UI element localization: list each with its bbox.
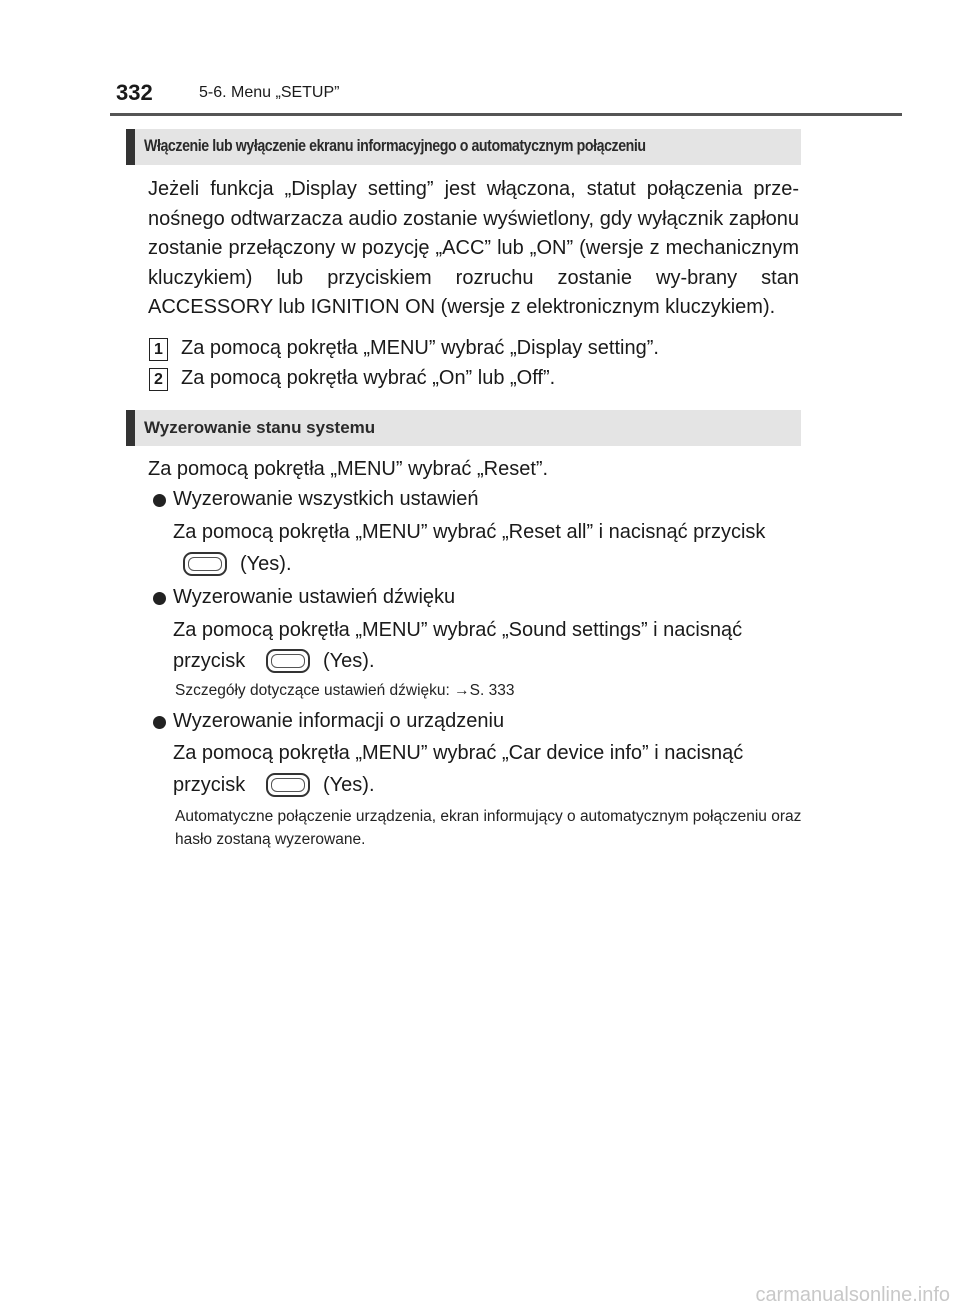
step-1-text: Za pomocą pokrętła „MENU” wybrać „Display setting”. xyxy=(181,337,659,359)
yes-button-icon xyxy=(183,552,227,576)
yes-button-icon xyxy=(266,773,310,797)
section-heading-bar xyxy=(126,410,135,446)
section-heading-display-setting xyxy=(126,129,801,165)
reset-device-heading: Wyzerowanie informacji o urządzeniu xyxy=(173,710,505,732)
yes-button-icon xyxy=(266,649,310,673)
header-divider xyxy=(110,113,902,116)
reset-all-heading: Wyzerowanie wszystkich ustawień xyxy=(173,488,479,510)
reset-sound-heading: Wyzerowanie ustawień dźwięku xyxy=(173,586,456,608)
bullet-icon xyxy=(153,592,166,605)
bullet-icon xyxy=(153,494,166,507)
watermark: carmanualsonline.info xyxy=(755,1284,950,1306)
display-setting-description: Jeżeli funkcja „Display setting” jest włączona, statut połączenia prze-nośnego odtwarzacza audio zostanie wyświetlony, gdy wyłącznik zapłonu zostanie przełączony w pozycję „ACC” lub „ON” (wersje z mechanicznym kluczykiem) lub przyciskiem rozruchu zostanie wy-brany stan ACCESSORY lub IGNITION ON (wersje z elektronicznym kluczykiem). xyxy=(148,178,799,318)
section-heading-title: Włączenie lub wyłączenie ekranu informacyjnego o automatycznym połączeniu xyxy=(144,137,646,155)
reset-sound-instruction: Za pomocą pokrętła „MENU” wybrać „Sound settings” i nacisnąć xyxy=(173,619,743,641)
reset-device-instruction: Za pomocą pokrętła „MENU” wybrać „Car device info” i nacisnąć xyxy=(173,742,744,764)
sound-settings-reference-note: Szczegóły dotyczące ustawień dźwięku: →S. 333 xyxy=(175,682,515,699)
reset-sound-prefix: przycisk xyxy=(173,650,246,672)
section-heading-title: Wyzerowanie stanu systemu xyxy=(144,418,376,437)
reset-all-yes-label: (Yes). xyxy=(240,553,292,575)
bullet-icon xyxy=(153,716,166,729)
step-number-1: 1 xyxy=(149,338,168,361)
reset-sound-yes-label: (Yes). xyxy=(323,650,375,672)
section-heading-bar xyxy=(126,129,135,165)
reset-device-yes-label: (Yes). xyxy=(323,774,375,796)
section-breadcrumb: 5-6. Menu „SETUP” xyxy=(199,84,340,101)
device-reset-note: Automatyczne połączenie urządzenia, ekran informujący o automatycznym połączeniu oraz hasło zostaną wyzerowane. xyxy=(175,808,802,848)
reset-all-instruction: Za pomocą pokrętła „MENU” wybrać „Reset all” i nacisnąć przycisk xyxy=(173,521,766,543)
reset-device-prefix: przycisk xyxy=(173,774,246,796)
reset-intro: Za pomocą pokrętła „MENU” wybrać „Reset”. xyxy=(148,458,549,480)
section-heading-reset xyxy=(126,410,801,446)
step-number-2: 2 xyxy=(149,368,168,391)
page-number: 332 xyxy=(116,80,153,105)
step-2-text: Za pomocą pokrętła wybrać „On” lub „Off”. xyxy=(181,367,556,389)
